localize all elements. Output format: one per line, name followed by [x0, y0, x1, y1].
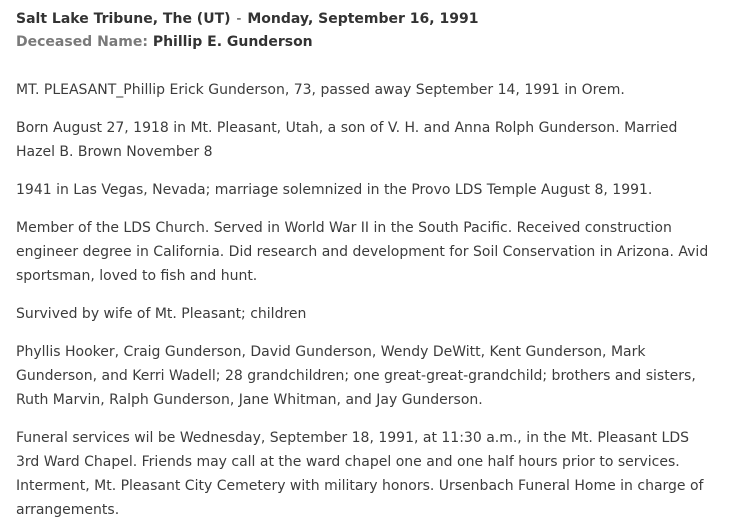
deceased-line — [16, 31, 713, 54]
obituary-paragraph-family: Phyllis Hooker, Craig Gunderson, David Gunderson, Wendy DeWitt, Kent Gunderson, Mark Gunderson, and Kerri Wadell; 28 grandchildren; one great-great-grandchild; brothers and sisters, Ruth Marvin, Ralph Gunderson, Jane Whitman, and Jay Gunderson. — [16, 344, 696, 408]
header-separator: - — [236, 11, 242, 27]
obituary-paragraph-services: Funeral services wil be Wednesday, September 18, 1991, at 11:30 a.m., in the Mt. Pleasant LDS 3rd Ward Chapel. Friends may call at the ward chapel one and one half hours prior to services. Interment, Mt. Pleasant City Cemetery with military honors. Ursenbach Funeral Home in charge of arrangements. — [16, 430, 704, 518]
obituary-paragraph-intro: MT. PLEASANT_Phillip Erick Gunderson, 73, passed away September 14, 1991 in Orem. — [16, 82, 625, 98]
publication-name: Salt Lake Tribune, The (UT) — [16, 11, 231, 27]
publication-line — [16, 8, 713, 31]
deceased-label: Deceased Name: — [16, 34, 148, 50]
deceased-name: Phillip E. Gunderson — [152, 34, 313, 50]
obituary-paragraph-survived: Survived by wife of Mt. Pleasant; children — [16, 306, 307, 322]
obituary-paragraph-marriage: 1941 in Las Vegas, Nevada; marriage solemnized in the Provo LDS Temple August 8, 1991. — [16, 182, 653, 198]
obituary-paragraph-birth: Born August 27, 1918 in Mt. Pleasant, Utah, a son of V. H. and Anna Rolph Gunderson. Married Hazel B. Brown November 8 — [16, 120, 678, 160]
publication-date: Monday, September 16, 1991 — [247, 11, 479, 27]
obituary-paragraph-career: Member of the LDS Church. Served in World War II in the South Pacific. Received construction engineer degree in California. Did research and development for Soil Conservation in Arizona. Avid sportsman, loved to fish and hunt. — [16, 220, 709, 284]
obituary-body — [16, 78, 713, 522]
